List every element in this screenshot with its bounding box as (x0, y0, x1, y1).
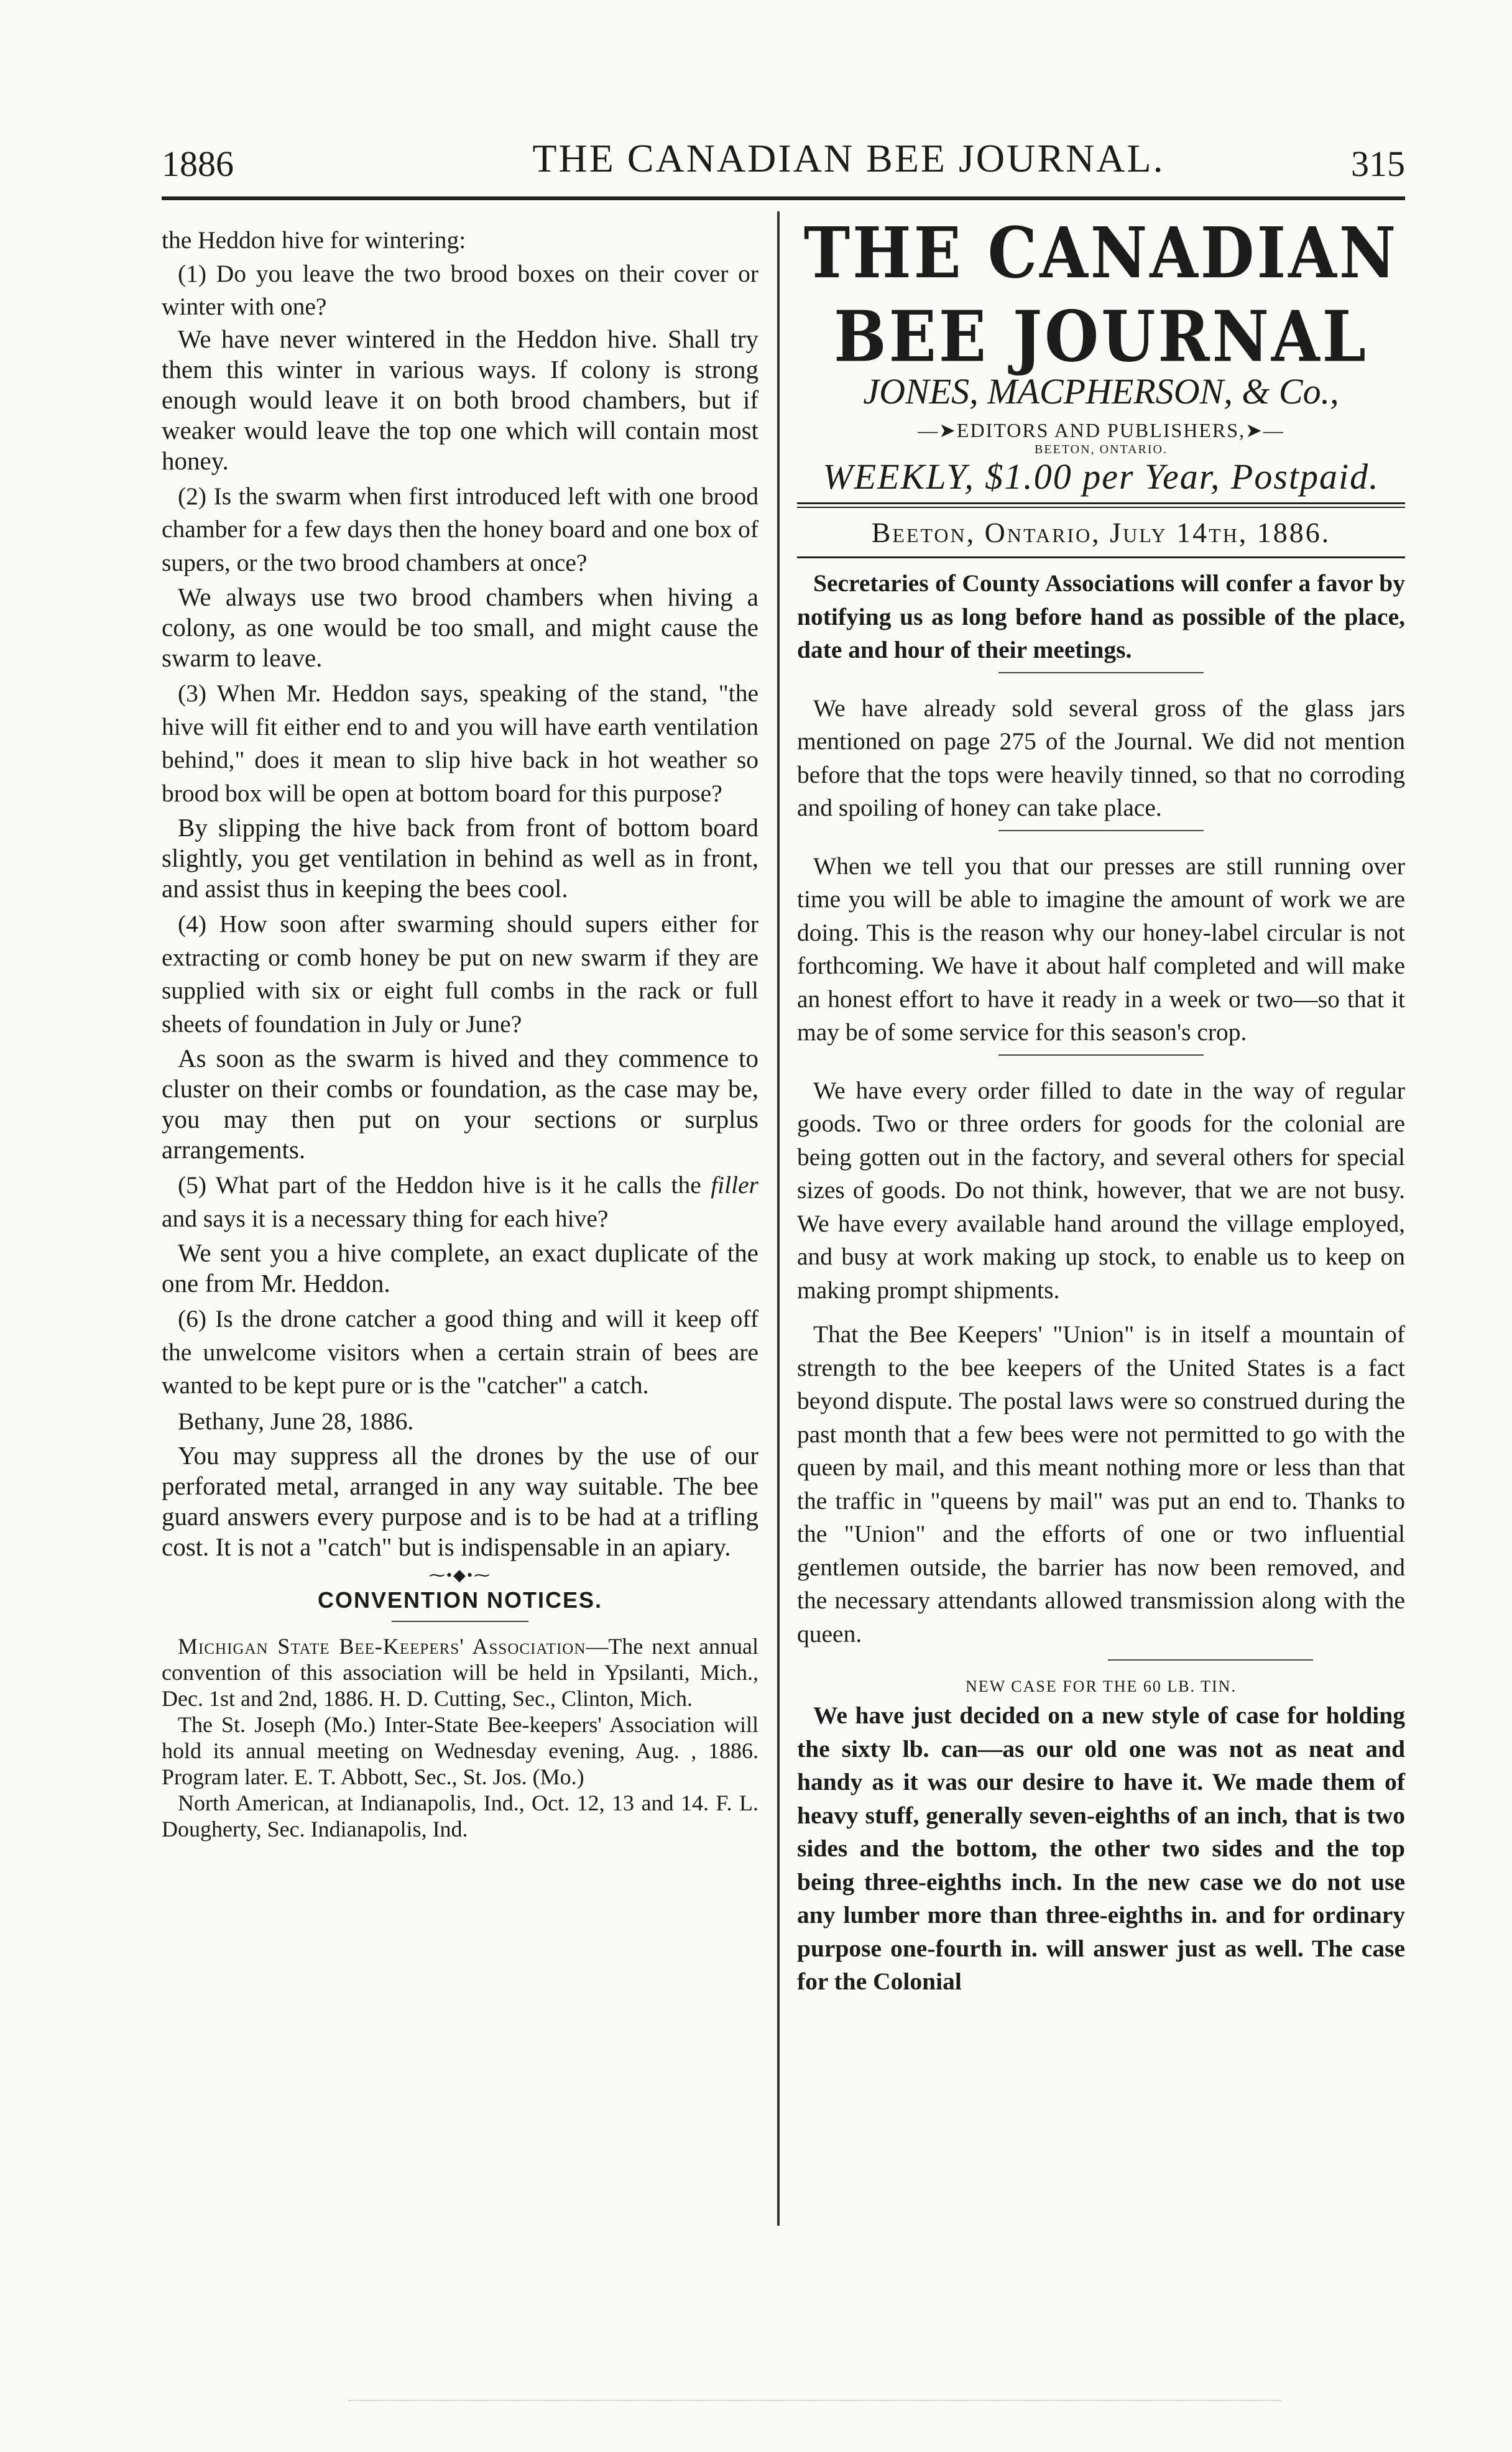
page-number: 315 (1351, 144, 1405, 184)
column-divider (777, 211, 780, 2226)
answer-paragraph: As soon as the swarm is hived and they commence to cluster on their combs or foundation, as the case may be, you may then put on your sections or surplus arrangements. (162, 1044, 758, 1164)
masthead-editors: —➤EDITORS AND PUBLISHERS,➤— (918, 419, 1284, 441)
notice-text: —The next annual convention of this association will be held in Ypsilanti, Mich., Dec. 1st and 2nd, 1886. H. D. Cutting, Sec., Clinton, Mich. (162, 1634, 758, 1711)
right-column (797, 211, 1405, 1999)
masthead-price: WEEKLY, $1.00 per Year, Postpaid. (823, 456, 1380, 497)
editorial-paragraph: Secretaries of County Associations will confer a favor by notifying us as long before hand as possible of the place, date and hour of their meetings. (797, 569, 1405, 663)
question-paragraph (162, 1169, 758, 1235)
masthead-rule (797, 502, 1405, 508)
section-title: CONVENTION NOTICES. (317, 1587, 603, 1613)
convention-notice: The St. Joseph (Mo.) Inter-State Bee-keepers' Association will hold its annual meeting on Wednesday evening, Aug. , 1886. Program later. E. T. Abbott, Sec., St. Jos. (Mo.) (162, 1712, 758, 1789)
question-text: (5) What part of the Heddon hive is it he calls the (178, 1171, 711, 1199)
header-year: 1886 (162, 144, 234, 184)
header-rule (162, 196, 1405, 200)
divider-rule (998, 1054, 1204, 1056)
question-paragraph: (2) Is the swarm when first introduced left with one brood chamber for a few days then the honey board and one box of supers, or the two brood chambers at once? (162, 482, 758, 576)
question-paragraph: (6) Is the drone catcher a good thing and will it keep off the unwelcome visitors when a certain strain of bees are wanted to be kept pure or is the "catcher" a catch. (162, 1305, 758, 1399)
association-name: Michigan State Bee-Keepers' Association (178, 1634, 586, 1659)
divider-rule (1108, 1659, 1313, 1661)
answer-paragraph: By slipping the hive back from front of bottom board slightly, you get ventilation in behind as well as in front, and assist thus in keeping the bees cool. (162, 813, 758, 903)
journal-running-title: THE CANADIAN BEE JOURNAL. (532, 136, 1165, 180)
filler-term: filler (711, 1171, 758, 1199)
subheading: NEW CASE FOR THE 60 LB. TIN. (966, 1677, 1237, 1695)
running-head (162, 136, 1405, 191)
editorial-paragraph: We have just decided on a new style of case for holding the sixty lb. can—as our old one was not as neat and handy as it was our desire to have it. We made them of heavy stuff, generally seven-eighths of an inch, that is two sides and the bottom, the other two sides and the top being three-eighths inch. In the new case we do not use any lumber more than three-eighths in. and for ordinary purpose one-fourth in. will answer just as well. The case for the Colonial (797, 1702, 1405, 1995)
convention-notice (162, 1633, 758, 1712)
editorial-paragraph: That the Bee Keepers' "Union" is in itself a mountain of strength to the bee keepers of the United States is a fact beyond dispute. The postal laws were so construed during the past month that a few bees were not permitted to go with the queen by mail, and this meant nothing more or less than that the traffic in "queens by mail" was put an end to. Thanks to the "Union" and the efforts of one or two influential gentlemen outside, the barrier has now been removed, and the necessary attendants allowed transmission along with the queen. (797, 1320, 1405, 1648)
ornament-divider: ⁓•◆•⁓ (428, 1566, 492, 1584)
answer-paragraph: We sent you a hive complete, an exact duplicate of the one from Mr. Heddon. (162, 1238, 758, 1297)
divider-rule (392, 1621, 528, 1622)
editorial-paragraph: When we tell you that our presses are still running over time you will be able to imagine the amount of work we are doing. This is the reason why our honey-label circular is not forthcoming. We have it about half completed and will make an honest effort to have it ready in a week or two—so that it may be of some service for this season's crop. (797, 852, 1405, 1046)
editorial-paragraph: We have every order filled to date in the way of regular goods. Two or three orders for goods for the colonial are being gotten out in the factory, and several others for special sizes of goods. Do not think, however, that we are not busy. We have every available hand around the village employed, and busy at work making up stock, to enable us to keep on making prompt shipments. (797, 1076, 1405, 1304)
answer-paragraph: You may suppress all the drones by the use of our perforated metal, arranged in any way suitable. The bee guard answers every purpose and is to be had at a trifling cost. It is not a "catch" but is indispensable in an apiary. (162, 1441, 758, 1561)
convention-notice: North American, at Indianapolis, Ind., Oct. 12, 13 and 14. F. L. Dougherty, Sec. Indianapolis, Ind. (162, 1791, 758, 1841)
signature-line: Bethany, June 28, 1886. (178, 1407, 414, 1435)
left-column (162, 224, 758, 1842)
editorial-paragraph: We have already sold several gross of the glass jars mentioned on page 275 of the Journal. We did not mention before that the tops were heavily tinned, so that no corroding and spoiling of honey can take place. (797, 694, 1405, 821)
answer-paragraph: We have never wintered in the Heddon hive. Shall try them this winter in various ways. If colony is strong enough would leave it on both brood chambers, but if weaker would leave the top one which will contain most honey. (162, 324, 758, 475)
question-text: and says it is a necessary thing for each hive? (162, 1204, 609, 1232)
dateline: Beeton, Ontario, July 14th, 1886. (871, 517, 1331, 548)
question-paragraph: (1) Do you leave the two brood boxes on their cover or winter with one? (162, 259, 758, 320)
masthead-publisher: JONES, MACPHERSON, & Co., (863, 371, 1339, 412)
masthead-title: THE CANADIAN BEE JOURNAL (803, 211, 1399, 378)
divider-rule (998, 830, 1204, 831)
dateline-rule (797, 556, 1405, 558)
page-foot-marks (348, 2394, 1281, 2401)
question-paragraph: (3) When Mr. Heddon says, speaking of the stand, "the hive will fit either end to and you will have earth ventilation behind," does it mean to slip hive back in hot weather so brood box will be open at bottom board for this purpose? (162, 680, 758, 807)
question-paragraph: (4) How soon after swarming should supers either for extracting or comb honey be put on new swarm if they are supplied with six or eight full combs in the rack or full sheets of foundation in July or June? (162, 910, 758, 1038)
answer-paragraph: We always use two brood chambers when hiving a colony, as one would be too small, and might cause the swarm to leave. (162, 583, 758, 672)
divider-rule (998, 672, 1204, 673)
paragraph: the Heddon hive for wintering: (162, 226, 466, 254)
masthead-location: BEETON, ONTARIO. (1035, 443, 1168, 456)
